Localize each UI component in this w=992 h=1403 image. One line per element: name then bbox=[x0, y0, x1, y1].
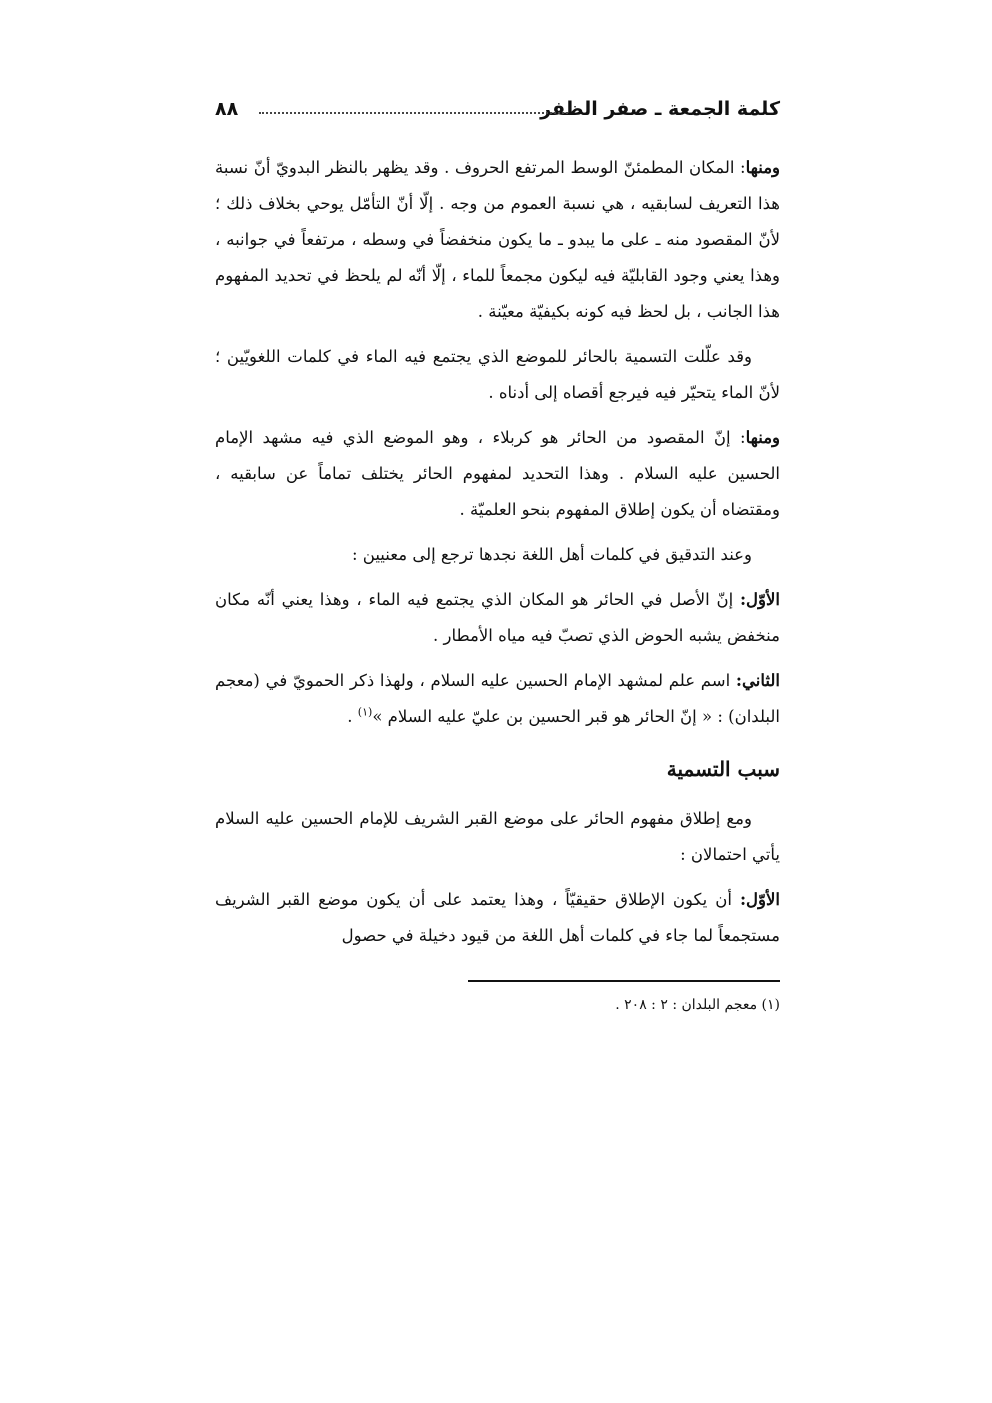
paragraph-text: اسم علم لمشهد الإمام الحسين عليه السلام ، ولهذا ذكر الحمويّ في (معجم البلدان) : « إنّ الحائر هو قبر الحسين بن عليّ عليه السلام » bbox=[215, 671, 780, 726]
running-header bbox=[215, 98, 780, 138]
paragraph-text: أن يكون الإطلاق حقيقيّاً ، وهذا يعتمد على أن يكون موضع القبر الشريف مستجمعاً لما جاء في كلمات أهل اللغة من قيود دخيلة في حصول bbox=[215, 890, 780, 945]
paragraph-text: وقد علّلت التسمية بالحائر للموضع الذي يجتمع فيه الماء في كلمات اللغويّين ؛ لأنّ الماء يتحيّر فيه فيرجع أقصاه إلى أدناه . bbox=[215, 347, 780, 402]
paragraph-text: إنّ الأصل في الحائر هو المكان الذي يجتمع فيه الماء ، وهذا يعني أنّه مكان منخفض يشبه الحوض الذي تصبّ فيه مياه الأمطار . bbox=[215, 590, 780, 645]
header-title: كلمة الجمعة ـ صفر الظفر bbox=[540, 98, 780, 120]
section-heading: سبب التسمية bbox=[666, 757, 780, 781]
paragraph-text: : المكان المطمئنّ الوسط المرتفع الحروف . وقد يظهر بالنظر البدويّ أنّ نسبة هذا التعريف لسابقيه ، هي نسبة العموم من وجه . إلّا أنّ التأمّل يوحي بخلاف ذلك ؛ لأنّ المقصود منه ـ على ما يبدو ـ ما يكون منخفضاً في وسطه ، مرتفعاً في جوانبه ، وهذا يعني وجود القابليّة فيه ليكون مجمعاً للماء ، إلّا أنّه لم يلحظ في تحديد المفهوم هذا الجانب ، بل لحظ فيه كونه بكيفيّة معيّنة . bbox=[215, 158, 780, 321]
header-dotted-leader bbox=[259, 112, 568, 114]
paragraph-8 bbox=[215, 882, 780, 954]
page-number: ٨٨ bbox=[215, 98, 239, 120]
body-text bbox=[215, 150, 780, 963]
paragraph-lead: ومنها bbox=[745, 428, 780, 447]
paragraph-7 bbox=[215, 801, 780, 873]
paragraph-1 bbox=[215, 150, 780, 330]
paragraph-5 bbox=[215, 582, 780, 654]
footnote-reference[interactable]: (١) bbox=[357, 705, 373, 719]
paragraph-4 bbox=[215, 537, 780, 573]
paragraph-lead: ومنها bbox=[745, 158, 780, 177]
paragraph-6: الثاني: اسم علم لمشهد الإمام الحسين عليه السلام ، ولهذا ذكر الحمويّ في (معجم البلدان) : « إنّ الحائر هو قبر الحسين بن عليّ عليه السلام »$^{(١)}$ . bbox=[215, 671, 780, 726]
paragraph-text: : إنّ المقصود من الحائر هو كربلاء ، وهو الموضع الذي فيه مشهد الإمام الحسين عليه السلام . وهذا التحديد لمفهوم الحائر يختلف تماماً عن سابقيه ، ومقتضاه أن يكون إطلاق المفهوم بنحو العلميّة . bbox=[215, 428, 780, 519]
paragraph-lead: الثاني: bbox=[735, 671, 780, 690]
paragraph-text: وعند التدقيق في كلمات أهل اللغة نجدها ترجع إلى معنيين : bbox=[351, 545, 752, 564]
footnote: (١) معجم البلدان : ٢ : ٢٠٨ . bbox=[615, 997, 780, 1013]
paragraph-2 bbox=[215, 339, 780, 411]
paragraph-3 bbox=[215, 420, 780, 528]
paragraph-lead: الأوّل: bbox=[739, 590, 780, 609]
paragraph-lead: الأوّل: bbox=[739, 890, 780, 909]
paragraph-text: ومع إطلاق مفهوم الحائر على موضع القبر الشريف للإمام الحسين عليه السلام يأتي احتمالان : bbox=[215, 809, 780, 864]
footnote-separator bbox=[468, 980, 780, 982]
